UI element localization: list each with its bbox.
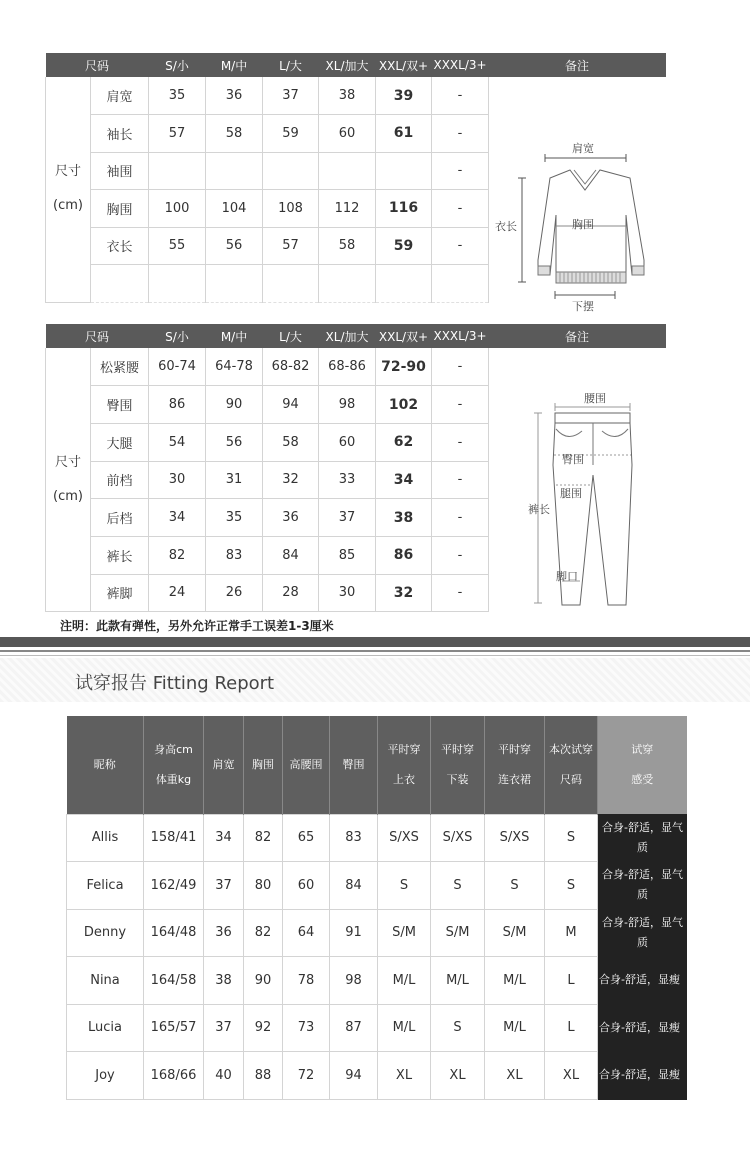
size-value: 57 bbox=[263, 227, 319, 265]
size-value: 54 bbox=[149, 423, 206, 461]
fitting-feel: 合身-舒适，显气质 bbox=[598, 862, 687, 910]
fitting-top: S/XS bbox=[378, 814, 431, 862]
measure-name: 前档 bbox=[91, 461, 149, 499]
size-value: 30 bbox=[319, 574, 376, 612]
measure-name: 裤长 bbox=[91, 536, 149, 574]
top-table-header-row bbox=[46, 53, 666, 77]
fitting-top: S/M bbox=[378, 909, 431, 957]
fitting-bottom: S bbox=[431, 1004, 485, 1052]
fitting-size: L bbox=[545, 1004, 598, 1052]
size-value: 98 bbox=[319, 386, 376, 424]
fitting-chest: 80 bbox=[244, 862, 283, 910]
header-line-1: 臀围 bbox=[342, 757, 365, 771]
size-value bbox=[263, 152, 319, 190]
header-line-2: 连衣裙 bbox=[498, 772, 531, 786]
size-value: 68-86 bbox=[319, 348, 376, 386]
size-value: 60 bbox=[319, 423, 376, 461]
fitting-shoulder: 38 bbox=[204, 957, 244, 1005]
fitting-row bbox=[67, 909, 687, 957]
fitting-size: M bbox=[545, 909, 598, 957]
size-value: 116 bbox=[376, 190, 432, 228]
size-value: 37 bbox=[319, 499, 376, 537]
size-value: - bbox=[432, 227, 489, 265]
blank-cell bbox=[376, 265, 432, 303]
header-size: 尺码 bbox=[46, 324, 149, 348]
measure-name: 松紧腰 bbox=[91, 348, 149, 386]
header-xxl: XXL/双+ bbox=[376, 324, 432, 348]
size-value: 64-78 bbox=[206, 348, 263, 386]
fitting-name: Joy bbox=[67, 1052, 144, 1100]
sweater-diagram bbox=[492, 140, 662, 315]
measure-name: 大腿 bbox=[91, 423, 149, 461]
measure-name: 衣长 bbox=[91, 227, 149, 265]
size-value: 31 bbox=[206, 461, 263, 499]
fitting-shoulder: 40 bbox=[204, 1052, 244, 1100]
size-value: 30 bbox=[149, 461, 206, 499]
fitting-hw: 164/48 bbox=[144, 909, 204, 957]
fitting-size: S bbox=[545, 814, 598, 862]
label-chest: 胸围 bbox=[572, 218, 594, 231]
size-value: 39 bbox=[376, 77, 432, 115]
header-xxl: XXL/双+ bbox=[376, 53, 432, 77]
size-value: 36 bbox=[263, 499, 319, 537]
label-cuff: 脚口 bbox=[556, 570, 578, 583]
label-thigh: 腿围 bbox=[560, 487, 582, 500]
size-value: - bbox=[432, 152, 489, 190]
fitting-hw: 158/41 bbox=[144, 814, 204, 862]
size-value: - bbox=[432, 115, 489, 153]
pants-diagram bbox=[520, 385, 660, 610]
size-value: 86 bbox=[376, 536, 432, 574]
header-line-1: 身高cm bbox=[154, 742, 193, 756]
fitting-report-table bbox=[66, 716, 687, 1100]
fitting-waist: 65 bbox=[283, 814, 330, 862]
size-value: 57 bbox=[149, 115, 206, 153]
section-divider-thin bbox=[0, 650, 750, 652]
fitting-feel: 合身-舒适，显气质 bbox=[598, 814, 687, 862]
section-divider-thin-2 bbox=[0, 655, 750, 656]
size-value: 60 bbox=[319, 115, 376, 153]
fitting-shoulder: 34 bbox=[204, 814, 244, 862]
size-value: 112 bbox=[319, 190, 376, 228]
fitting-row bbox=[67, 814, 687, 862]
fitting-dress: S/M bbox=[485, 909, 545, 957]
size-value: 37 bbox=[263, 77, 319, 115]
fitting-hw: 164/58 bbox=[144, 957, 204, 1005]
fitting-chest: 90 bbox=[244, 957, 283, 1005]
fitting-report-title: 试穿报告 Fitting Report bbox=[75, 673, 275, 694]
fitting-hip: 91 bbox=[330, 909, 378, 957]
size-value: - bbox=[432, 574, 489, 612]
header-line-1: 本次试穿 bbox=[549, 742, 593, 756]
fitting-shoulder: 36 bbox=[204, 909, 244, 957]
size-value: 32 bbox=[376, 574, 432, 612]
fitting-size: S bbox=[545, 862, 598, 910]
fitting-hip: 94 bbox=[330, 1052, 378, 1100]
blank-cell bbox=[432, 265, 489, 303]
size-value: 61 bbox=[376, 115, 432, 153]
header-s: S/小 bbox=[149, 324, 206, 348]
size-value: 34 bbox=[149, 499, 206, 537]
blank-cell bbox=[149, 265, 206, 303]
measure-name: 袖围 bbox=[91, 152, 149, 190]
dimension-label-text: 尺寸 bbox=[54, 454, 81, 470]
header-xl: XL/加大 bbox=[319, 324, 376, 348]
blank-cell bbox=[91, 265, 149, 303]
fitting-chest: 82 bbox=[244, 909, 283, 957]
header-line-1: 高腰围 bbox=[289, 757, 323, 771]
fitting-name: Lucia bbox=[67, 1004, 144, 1052]
size-value: 83 bbox=[206, 536, 263, 574]
label-length: 衣长 bbox=[495, 220, 517, 233]
size-value bbox=[149, 152, 206, 190]
label-hem: 下摆 bbox=[572, 300, 594, 313]
header-xxxl: XXXL/3+ bbox=[432, 324, 489, 348]
size-row bbox=[46, 348, 666, 386]
measure-name: 袖长 bbox=[91, 115, 149, 153]
size-value: 58 bbox=[319, 227, 376, 265]
dimension-unit-text: (cm) bbox=[53, 488, 83, 504]
header-m: M/中 bbox=[206, 324, 263, 348]
header-line-1: 肩宽 bbox=[212, 757, 235, 771]
measure-name: 后档 bbox=[91, 499, 149, 537]
fitting-top: M/L bbox=[378, 1004, 431, 1052]
footnote: 注明：此款有弹性，另外允许正常手工误差1-3厘米 bbox=[60, 619, 334, 633]
fitting-header-cell bbox=[67, 716, 144, 814]
fitting-row bbox=[67, 862, 687, 910]
fitting-top: S bbox=[378, 862, 431, 910]
fitting-hip: 98 bbox=[330, 957, 378, 1005]
fitting-feel: 合身-舒适，显瘦 bbox=[598, 1052, 687, 1100]
header-xxxl: XXXL/3+ bbox=[432, 53, 489, 77]
size-value: - bbox=[432, 348, 489, 386]
fitting-feel: 合身-舒适，显气质 bbox=[598, 909, 687, 957]
size-row bbox=[46, 77, 666, 115]
fitting-feel: 合身-舒适，显瘦 bbox=[598, 957, 687, 1005]
fitting-dress: XL bbox=[485, 1052, 545, 1100]
fitting-header-cell bbox=[545, 716, 598, 814]
fitting-bottom: S/XS bbox=[431, 814, 485, 862]
size-value: - bbox=[432, 461, 489, 499]
header-size: 尺码 bbox=[46, 53, 149, 77]
blank-cell bbox=[263, 265, 319, 303]
fitting-row bbox=[67, 1052, 687, 1100]
size-value: 33 bbox=[319, 461, 376, 499]
size-value: 85 bbox=[319, 536, 376, 574]
size-value: 90 bbox=[206, 386, 263, 424]
fitting-row bbox=[67, 1004, 687, 1052]
header-notes: 备注 bbox=[489, 53, 666, 77]
blank-cell bbox=[206, 265, 263, 303]
size-value bbox=[376, 152, 432, 190]
header-line-2: 体重kg bbox=[155, 772, 192, 786]
size-value: 38 bbox=[376, 499, 432, 537]
header-line-2: 感受 bbox=[631, 772, 654, 786]
size-value: 56 bbox=[206, 423, 263, 461]
header-l: L/大 bbox=[263, 53, 319, 77]
size-value: 60-74 bbox=[149, 348, 206, 386]
measure-name: 裤脚 bbox=[91, 574, 149, 612]
fitting-bottom: S/M bbox=[431, 909, 485, 957]
fitting-header-cell bbox=[598, 716, 687, 814]
measure-name: 肩宽 bbox=[91, 77, 149, 115]
size-value: 24 bbox=[149, 574, 206, 612]
fitting-bottom: M/L bbox=[431, 957, 485, 1005]
fitting-header-cell bbox=[485, 716, 545, 814]
size-value: 56 bbox=[206, 227, 263, 265]
size-value: 38 bbox=[319, 77, 376, 115]
size-value: 36 bbox=[206, 77, 263, 115]
size-value: 59 bbox=[263, 115, 319, 153]
size-value: 94 bbox=[263, 386, 319, 424]
fitting-dress: S bbox=[485, 862, 545, 910]
header-notes: 备注 bbox=[489, 324, 666, 348]
header-line-1: 平时穿 bbox=[498, 742, 531, 756]
header-m: M/中 bbox=[206, 53, 263, 77]
fitting-waist: 60 bbox=[283, 862, 330, 910]
dimension-label-text: 尺寸 bbox=[54, 164, 81, 180]
fitting-header-cell bbox=[144, 716, 204, 814]
blank-cell bbox=[319, 265, 376, 303]
fitting-header-cell bbox=[244, 716, 283, 814]
size-value: 35 bbox=[149, 77, 206, 115]
fitting-header-cell bbox=[431, 716, 485, 814]
fitting-name: Allis bbox=[67, 814, 144, 862]
fitting-shoulder: 37 bbox=[204, 862, 244, 910]
dimension-label bbox=[46, 77, 91, 302]
fitting-hw: 165/57 bbox=[144, 1004, 204, 1052]
size-value: 35 bbox=[206, 499, 263, 537]
fitting-chest: 82 bbox=[244, 814, 283, 862]
label-waist: 腰围 bbox=[584, 392, 606, 405]
fitting-dress: M/L bbox=[485, 1004, 545, 1052]
fitting-bottom: XL bbox=[431, 1052, 485, 1100]
fitting-feel: 合身-舒适，显瘦 bbox=[598, 1004, 687, 1052]
fitting-size: L bbox=[545, 957, 598, 1005]
header-line-1: 平时穿 bbox=[387, 742, 421, 756]
size-value: - bbox=[432, 499, 489, 537]
fitting-header-cell bbox=[330, 716, 378, 814]
header-line-1: 胸围 bbox=[252, 757, 274, 771]
label-hip: 臀围 bbox=[562, 453, 584, 466]
size-value: 62 bbox=[376, 423, 432, 461]
label-pants-length: 裤长 bbox=[528, 503, 550, 516]
header-line-1: 平时穿 bbox=[441, 742, 474, 756]
size-value: 68-82 bbox=[263, 348, 319, 386]
size-value: - bbox=[432, 423, 489, 461]
bottom-table-header-row bbox=[46, 324, 666, 348]
size-value: - bbox=[432, 536, 489, 574]
label-shoulder: 肩宽 bbox=[572, 142, 594, 155]
header-l: L/大 bbox=[263, 324, 319, 348]
fitting-top: XL bbox=[378, 1052, 431, 1100]
fitting-name: Felica bbox=[67, 862, 144, 910]
size-value: - bbox=[432, 190, 489, 228]
fitting-top: M/L bbox=[378, 957, 431, 1005]
fitting-header-cell bbox=[204, 716, 244, 814]
measure-name: 臀围 bbox=[91, 386, 149, 424]
header-s: S/小 bbox=[149, 53, 206, 77]
fitting-chest: 88 bbox=[244, 1052, 283, 1100]
fitting-chest: 92 bbox=[244, 1004, 283, 1052]
dimension-unit-text: (cm) bbox=[53, 198, 83, 214]
fitting-hip: 87 bbox=[330, 1004, 378, 1052]
fitting-hip: 83 bbox=[330, 814, 378, 862]
section-divider bbox=[0, 637, 750, 647]
header-xl: XL/加大 bbox=[319, 53, 376, 77]
size-value: 72-90 bbox=[376, 348, 432, 386]
size-value: 82 bbox=[149, 536, 206, 574]
size-value bbox=[206, 152, 263, 190]
size-value: 26 bbox=[206, 574, 263, 612]
size-value: 102 bbox=[376, 386, 432, 424]
size-value: - bbox=[432, 77, 489, 115]
size-value: 104 bbox=[206, 190, 263, 228]
fitting-shoulder: 37 bbox=[204, 1004, 244, 1052]
header-line-1: 昵称 bbox=[93, 757, 116, 771]
fitting-header-row bbox=[67, 716, 687, 814]
fitting-size: XL bbox=[545, 1052, 598, 1100]
fitting-name: Nina bbox=[67, 957, 144, 1005]
size-value: 55 bbox=[149, 227, 206, 265]
fitting-header-cell bbox=[378, 716, 431, 814]
fitting-dress: S/XS bbox=[485, 814, 545, 862]
pants-icon bbox=[520, 385, 660, 610]
size-value: 100 bbox=[149, 190, 206, 228]
fitting-waist: 78 bbox=[283, 957, 330, 1005]
header-line-1: 试穿 bbox=[631, 742, 654, 756]
header-line-2: 上衣 bbox=[393, 772, 415, 786]
fitting-dress: M/L bbox=[485, 957, 545, 1005]
size-value: 58 bbox=[263, 423, 319, 461]
fitting-hip: 84 bbox=[330, 862, 378, 910]
fitting-bottom: S bbox=[431, 862, 485, 910]
fitting-waist: 72 bbox=[283, 1052, 330, 1100]
fitting-row bbox=[67, 957, 687, 1005]
measure-name: 胸围 bbox=[91, 190, 149, 228]
fitting-header-cell bbox=[283, 716, 330, 814]
size-value: - bbox=[432, 386, 489, 424]
size-value: 32 bbox=[263, 461, 319, 499]
size-value: 34 bbox=[376, 461, 432, 499]
size-value: 108 bbox=[263, 190, 319, 228]
dimension-label bbox=[46, 348, 91, 612]
size-value: 84 bbox=[263, 536, 319, 574]
fitting-hw: 168/66 bbox=[144, 1052, 204, 1100]
size-value: 86 bbox=[149, 386, 206, 424]
fitting-name: Denny bbox=[67, 909, 144, 957]
size-value bbox=[319, 152, 376, 190]
size-value: 58 bbox=[206, 115, 263, 153]
fitting-hw: 162/49 bbox=[144, 862, 204, 910]
fitting-waist: 64 bbox=[283, 909, 330, 957]
header-line-2: 尺码 bbox=[560, 772, 582, 786]
fitting-waist: 73 bbox=[283, 1004, 330, 1052]
header-line-2: 下装 bbox=[446, 772, 469, 786]
size-value: 59 bbox=[376, 227, 432, 265]
fitting-table-body bbox=[67, 814, 687, 1099]
size-value: 28 bbox=[263, 574, 319, 612]
